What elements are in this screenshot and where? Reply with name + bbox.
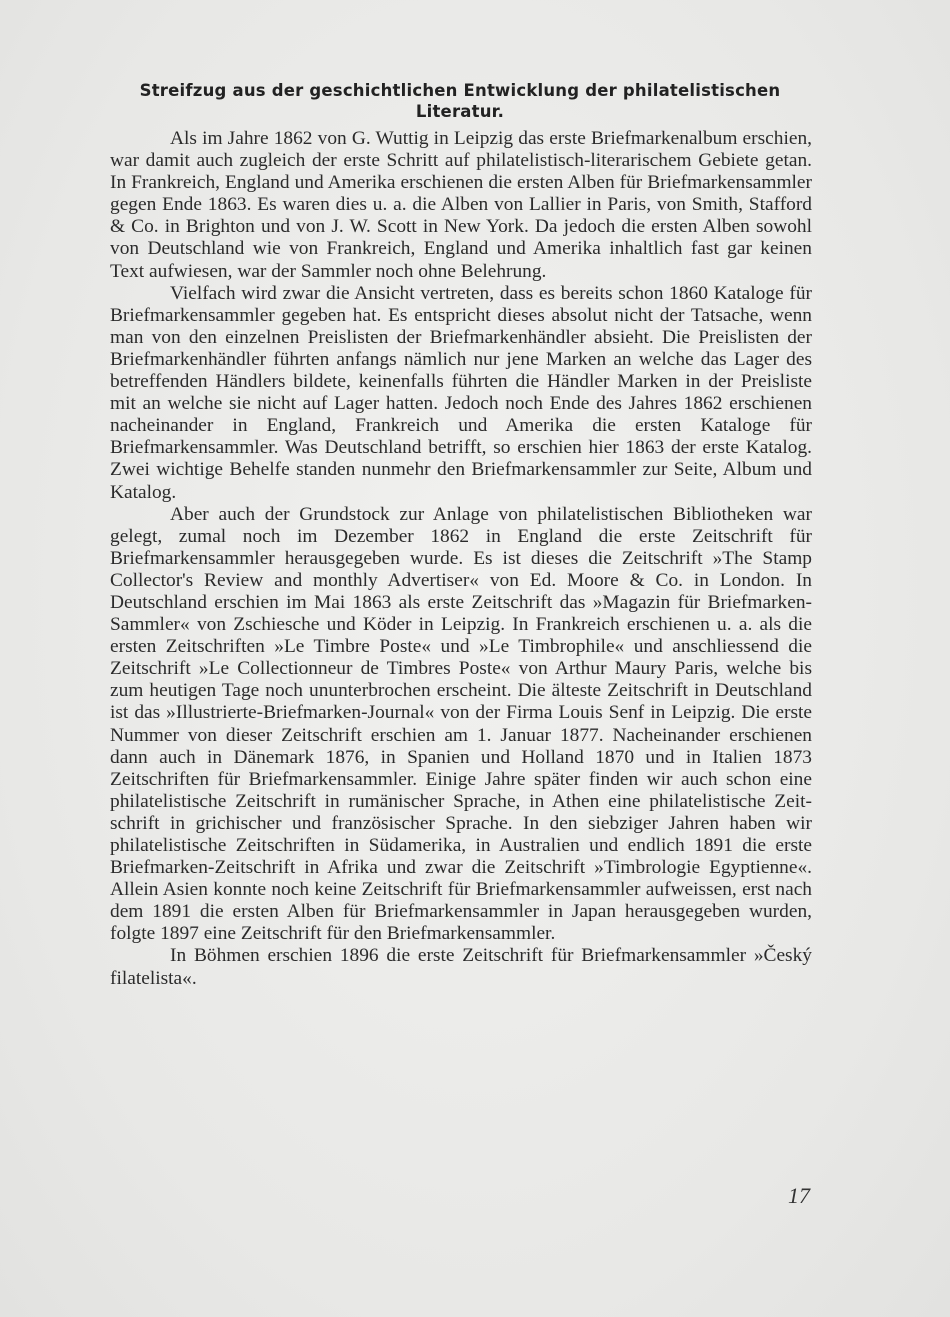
document-title: Streifzug aus der geschichtlichen Entwicklung der philatelistischen Literatur. bbox=[139, 81, 781, 121]
document-body bbox=[110, 128, 812, 990]
paragraph-4: In Böhmen erschien 1896 die erste Zeitschrift für Briefmarkensammler »Český filatelista«. bbox=[110, 945, 812, 989]
paragraph-2: Vielfach wird zwar die Ansicht vertreten, dass es bereits schon 1860 Kataloge für Briefmarkensammler gegeben hat. Es entspricht dieses absolut nicht der Tatsache, wenn man von den einzelnen Preislisten der Briefmarkenhändler absieht. Die Preislisten der Briefmarkenhändler führten anfangs nämlich nur jene Marken an welche das Lager des betreffenden Händlers bildete, keinenfalls führten die Händler Marken in der Preisliste mit an welche sie nicht auf Lager hatten. Jedoch noch Ende des Jahres 1862 erschienen nacheinander in England, Frankreich und Amerika die ersten Kataloge für Briefmarkensammler. Was Deutschland betrifft, so erschien hier 1863 der erste Katalog. Zwei wichtige Behelfe standen nunmehr den Briefmarkensammler zur Seite, Album und Katalog. bbox=[110, 282, 812, 503]
paragraph-1: Als im Jahre 1862 von G. Wuttig in Leipzig das erste Briefmarkenalbum erschien, war damit auch zugleich der erste Schritt auf philatelistisch-literarischem Gebiete getan. In Frankreich, England und Amerika erschienen die ersten Alben für Briefmarkensammler gegen Ende 1863. Es waren dies u. a. die Alben von Lallier in Paris, von Smith, Stafford & Co. in Brighton und von J. W. Scott in New York. Da jedoch die ersten Alben sowohl von Deutschland wie von Frankreich, England und Amerika inhaltlich fast gar keinen Text aufwiesen, war der Sammler noch ohne Belehrung. bbox=[110, 128, 812, 282]
page-number: 17 bbox=[788, 1183, 810, 1208]
paragraph-3: Aber auch der Grundstock zur Anlage von philatelistischen Bibliotheken war gelegt, zumal noch im Dezember 1862 in England die erste Zeitschrift für Briefmarkensammler herausgegeben wurde. Es ist dieses die Zeitschrift »The Stamp Collector's Review and monthly Advertiser« von Ed. Moore & Co. in London. In Deutschland erschien im Mai 1863 als erste Zeitschrift das »Magazin für Briefmarken-Sammler« von Zschiesche und Köder in Leipzig. In Frankreich erschienen u. a. als die ersten Zeitschriften »Le Timbre Poste« und »Le Timbrophile« und anschliessend die Zeitschrift »Le Collectionneur de Timbres Poste« von Arthur Maury Paris, welche bis zum heutigen Tage noch ununterbrochen erscheint. Die älteste Zeitschrift in Deutschland ist das »Illustrierte-Briefmarken-Journal« von der Firma Louis Senf in Leipzig. Die erste Nummer von dieser Zeitschrift erschien am 1. Januar 1877. Nacheinander erschienen dann auch in Dänemark 1876, in Spanien und Holland 1870 und in Italien 1873 Zeitschriften für Briefmarkensammler. Einige Jahre später finden wir auch schon eine philatelistische Zeitschrift in rumänischer Sprache, in Athen eine philatelistische Zeitschrift in grichischer und französischer Sprache. In den siebziger Jahren haben wir philatelistische Zeitschriften in Südamerika, in Australien und endlich 1891 die erste Briefmarken-Zeitschrift in Afrika und zwar die Zeitschrift »Timbrologie Egyptienne«. Allein Asien konnte noch keine Zeitschrift für Briefmarkensammler aufweissen, erst nach dem 1891 die ersten Alben für Briefmarkensammler in Japan herausgegeben wurden, folgte 1897 eine Zeitschrift für den Briefmarkensammler. bbox=[110, 503, 812, 945]
